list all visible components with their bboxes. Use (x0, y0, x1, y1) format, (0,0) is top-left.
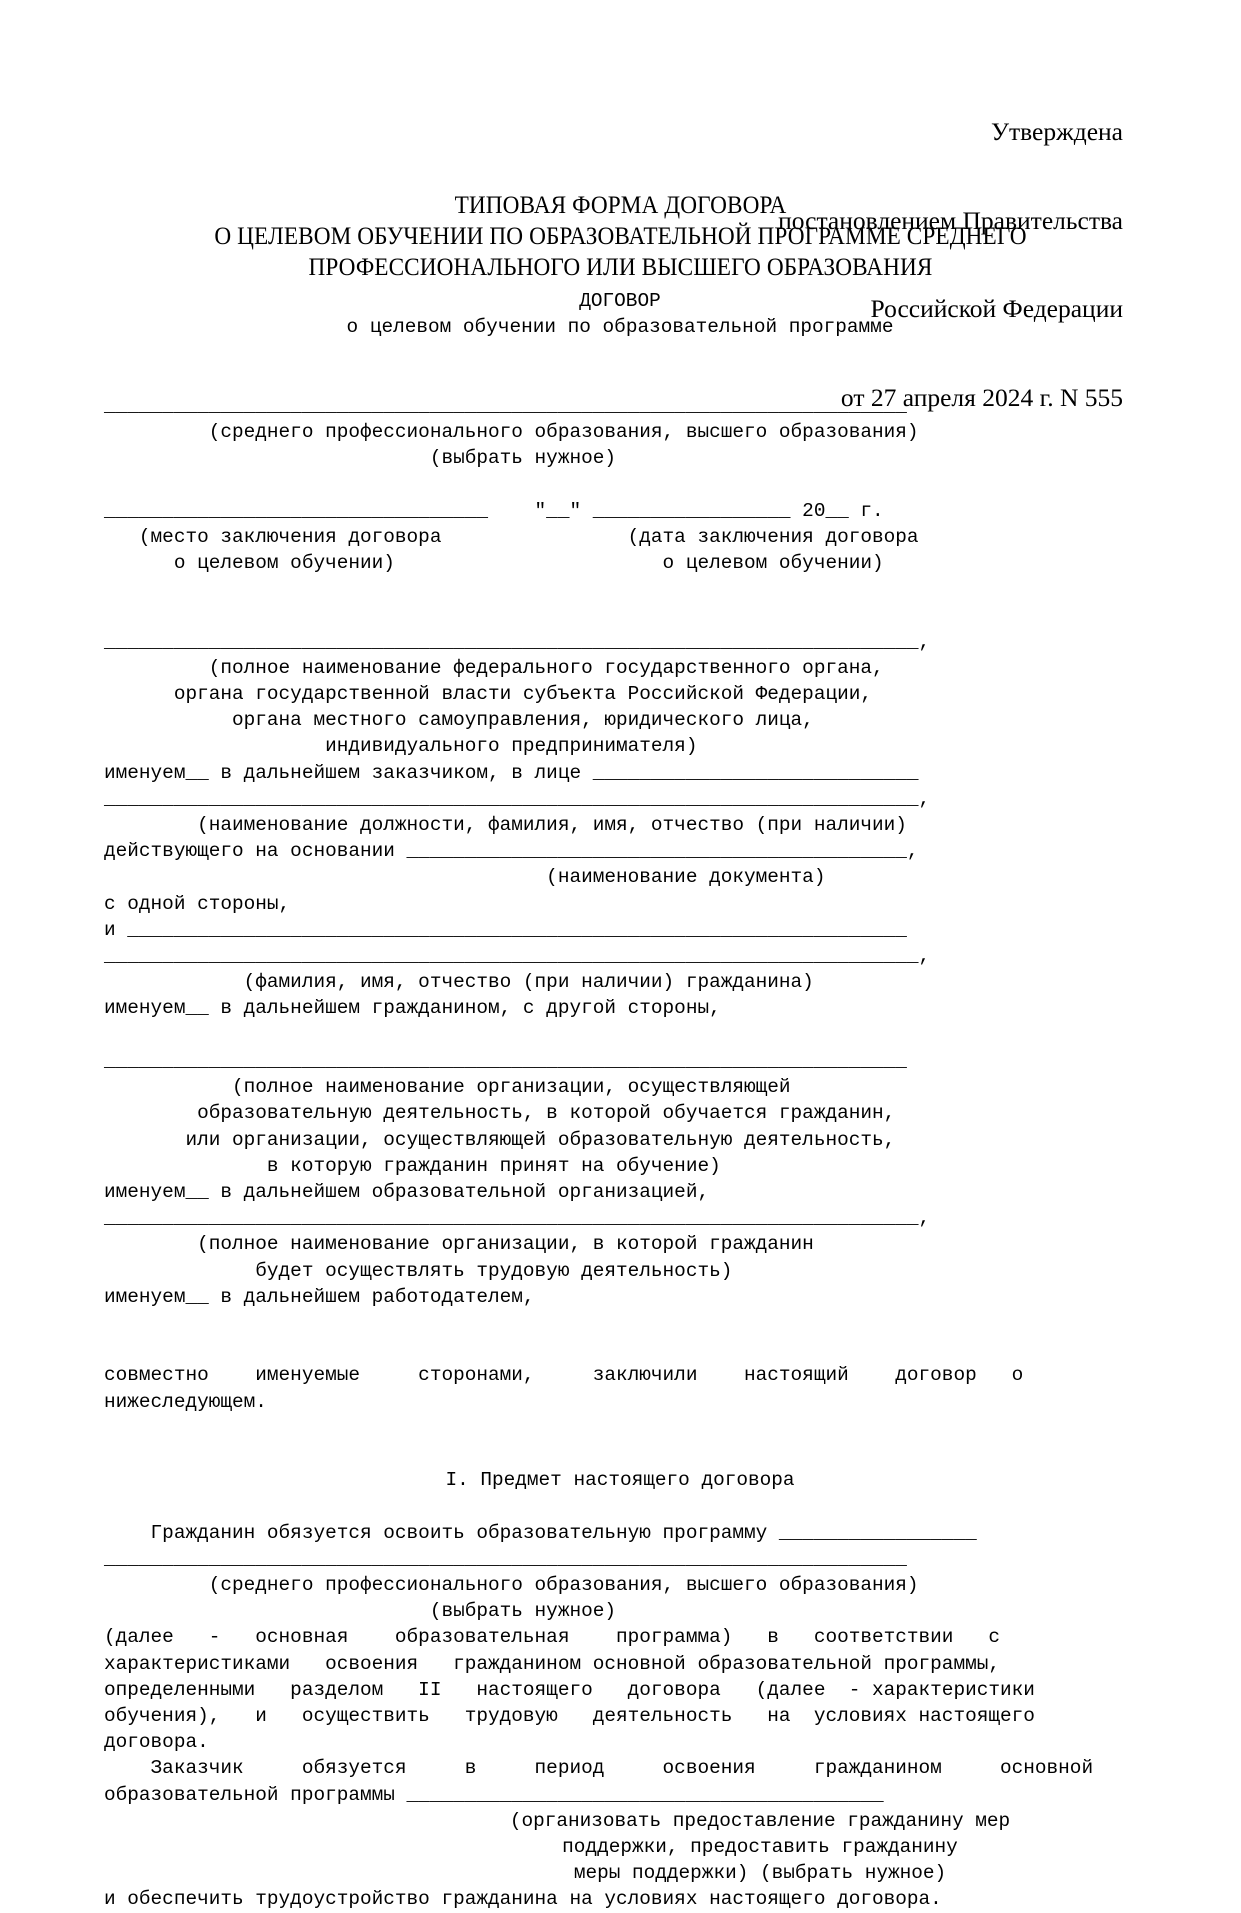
form-line-22: и ___________________________________________________________________ (104, 918, 907, 941)
intro-line-0: совместно именуемые сторонами, заключили настоящий договор о (104, 1364, 1024, 1387)
section-one-caption (104, 1808, 1136, 1887)
form-line-30: или организации, осуществляющей образовательную деятельность, (104, 1128, 896, 1151)
section-one-closing: и обеспечить трудоустройство гражданина на условиях настоящего договора. (104, 1888, 942, 1911)
form-line-29: образовательную деятельность, в которой обучается гражданин, (104, 1102, 896, 1125)
form-line-32: именуем__ в дальнейшем образовательной организацией, (104, 1180, 710, 1203)
section-one-line-3: (среднего профессионального образования, высшего образования) (104, 1573, 919, 1596)
section-one-paragraph-2 (104, 1755, 1136, 1807)
form-line-8: о целевом обучении) о целевом обучении) (104, 552, 884, 575)
approval-line-1: Утверждена (990, 117, 1123, 146)
section-one-caption-line-0: (организовать предоставление гражданину мер (509, 1809, 1011, 1832)
form-line-17: ______________________________________________________________________, (104, 787, 931, 810)
subtitle-dogovor: ДОГОВОР (579, 290, 661, 312)
page-title (43, 190, 1197, 283)
form-line-28: (полное наименование организации, осуществляющей (104, 1076, 791, 1099)
form-line-26 (104, 1022, 1136, 1048)
form-line-6: _________________________________ "__" _________________ 20__ г. (104, 499, 884, 522)
form-line-20: (наименование документа) (104, 866, 826, 889)
section-one-fields (104, 1493, 1136, 1624)
section-one-p1-line-2: определенными разделом II настоящего договора (далее - характеристики (104, 1678, 1035, 1701)
form-line-21: с одной стороны, (104, 892, 291, 915)
form-line-27: _____________________________________________________________________ (104, 1049, 907, 1072)
form-line-36: именуем__ в дальнейшем работодателем, (104, 1285, 535, 1308)
form-line-10 (104, 602, 1136, 628)
section-one-paragraph-1 (104, 1624, 1136, 1755)
form-line-13: органа государственной власти субъекта Российской Федерации, (104, 683, 872, 706)
title-line-2: О ЦЕЛЕВОМ ОБУЧЕНИИ ПО ОБРАЗОВАТЕЛЬНОЙ ПРОГРАММЕ СРЕДНЕГО (214, 223, 1027, 250)
form-line-12: (полное наименование федерального государственного органа, (104, 656, 884, 679)
form-line-11: ______________________________________________________________________, (104, 630, 931, 653)
section-one-p1-line-1: характеристиками освоения гражданином основной образовательной программы, (104, 1652, 1000, 1675)
section-one-line-4: (выбрать нужное) (104, 1600, 616, 1623)
section-one-p2-line-1: образовательной программы _________________________________________ (104, 1783, 884, 1806)
form-line-33: ______________________________________________________________________, (104, 1207, 931, 1230)
form-line-35: будет осуществлять трудовую деятельность) (104, 1259, 733, 1282)
section-one-heading: I. Предмет настоящего договора (445, 1469, 795, 1492)
title-line-1: ТИПОВАЯ ФОРМА ДОГОВОРА (454, 192, 787, 219)
form-line-16: именуем__ в дальнейшем заказчиком, в лице ____________________________ (104, 761, 919, 784)
section-one-p1-line-4: договора. (104, 1731, 209, 1754)
form-line-19: действующего на основании ___________________________________________, (104, 840, 919, 863)
section-one-line-2: _____________________________________________________________________ (104, 1547, 907, 1570)
form-line-7: (место заключения договора (дата заключения договора (104, 525, 919, 548)
form-line-5 (104, 471, 1136, 497)
parties-closing-paragraph (104, 1362, 1136, 1414)
form-line-31: в которую гражданин принят на обучение) (104, 1154, 721, 1177)
document-body (104, 288, 1136, 1913)
form-line-1 (104, 367, 1136, 393)
approval-line-3: Российской Федерации (870, 294, 1123, 323)
form-line-14: органа местного самоуправления, юридического лица, (104, 709, 814, 732)
section-one-p1-line-3: обучения), и осуществить трудовую деятельность на условиях настоящего (104, 1704, 1035, 1727)
form-line-24: (фамилия, имя, отчество (при наличии) гражданина) (104, 971, 814, 994)
form-line-4: (выбрать нужное) (104, 447, 616, 470)
section-one-p2-line-0: Заказчик обязуется в период освоения гражданином основной (104, 1757, 1094, 1780)
form-line-2: _____________________________________________________________________ (104, 394, 907, 417)
section-one-caption-line-2: меры поддержки) (выбрать нужное) (573, 1862, 947, 1885)
form-line-3: (среднего профессионального образования, высшего образования) (104, 421, 919, 444)
section-one-p1-line-0: (далее - основная образовательная программа) в соответствии с (104, 1626, 1000, 1649)
form-fields-block (104, 340, 1136, 1310)
title-line-3: ПРОФЕССИОНАЛЬНОГО ИЛИ ВЫСШЕГО ОБРАЗОВАНИЯ (308, 254, 933, 281)
subtitle-description: о целевом обучении по образовательной программе (346, 316, 894, 339)
form-line-0 (104, 340, 1136, 366)
section-one-line-0 (104, 1493, 1136, 1519)
form-line-15: индивидуального предпринимателя) (104, 735, 698, 758)
approval-line-2: постановлением Правительства (778, 205, 1123, 235)
form-line-23: ______________________________________________________________________, (104, 945, 931, 968)
section-one-line-1: Гражданин обязуется освоить образовательную программу _________________ (104, 1521, 977, 1544)
form-line-34: (полное наименование организации, в которой гражданин (104, 1233, 814, 1256)
form-line-18: (наименование должности, фамилия, имя, отчество (при наличии) (104, 814, 907, 837)
approval-line-4: от 27 апреля 2024 г. N 555 (840, 382, 1123, 412)
intro-line-1: нижеследующем. (104, 1390, 267, 1413)
section-one-caption-line-1: поддержки, предоставить гражданину (562, 1835, 958, 1858)
form-line-9 (104, 576, 1136, 602)
form-line-25: именуем__ в дальнейшем гражданином, с другой стороны, (104, 997, 721, 1020)
